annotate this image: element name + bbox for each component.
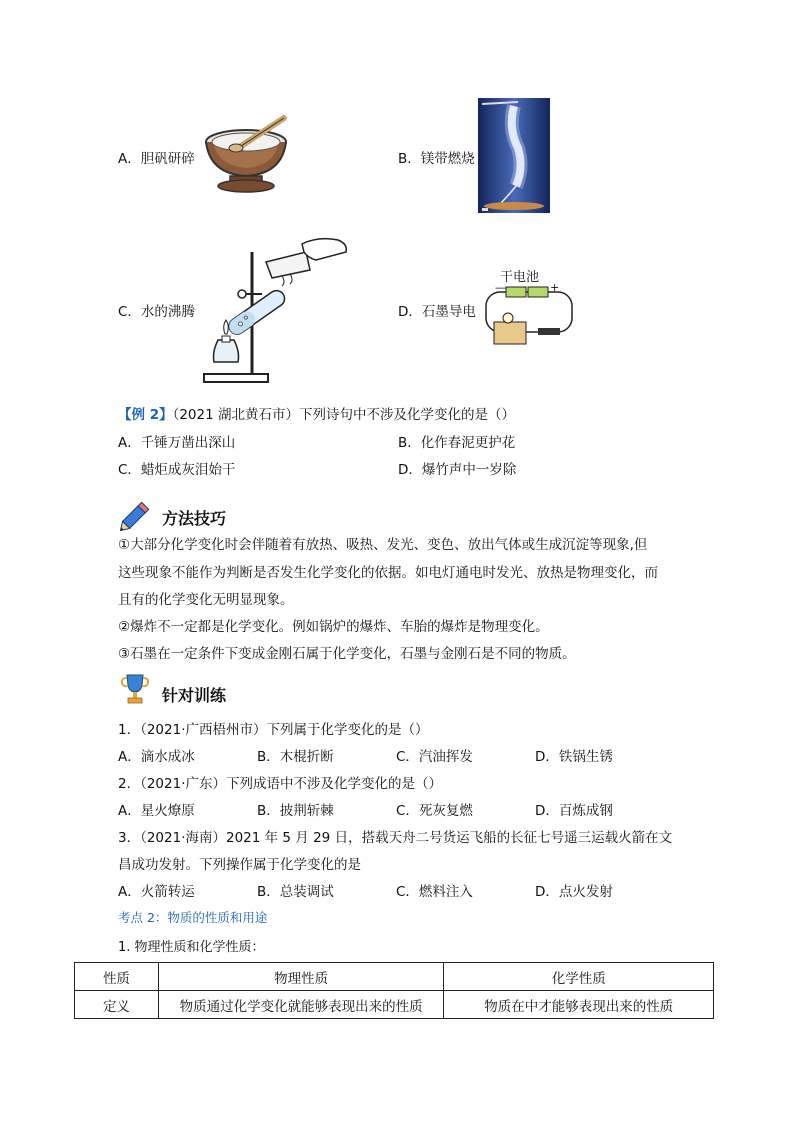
tips-line-3: 且有的化学变化无明显现象。 bbox=[118, 592, 294, 608]
battery-plus-sign: + bbox=[550, 281, 560, 294]
mortar-pestle-image bbox=[200, 112, 296, 194]
q2-option-c: C．死灰复燃 bbox=[396, 803, 473, 819]
properties-table bbox=[74, 962, 714, 1019]
battery-label: 干电池 bbox=[500, 270, 540, 285]
trophy-icon bbox=[120, 672, 150, 706]
battery-minus-sign: — bbox=[495, 281, 506, 294]
pencil-icon bbox=[118, 497, 154, 533]
tips-title: 方法技巧 bbox=[162, 509, 227, 528]
example1-option-a: A．胆矾研碎 bbox=[118, 151, 195, 167]
table-header-cell: 性质 bbox=[75, 963, 159, 991]
q2-option-d: D．百炼成钢 bbox=[535, 803, 613, 819]
example2-option-c: C．蜡炬成灰泪始干 bbox=[118, 462, 236, 478]
tips-line-1: ①大部分化学变化时会伴随着有放热、吸热、发光、变色、放出气体或生成沉淀等现象,但 bbox=[118, 537, 648, 553]
table-header-cell: 物理性质 bbox=[158, 963, 444, 991]
training-title: 针对训练 bbox=[162, 686, 227, 705]
q3-option-b: B．总装调试 bbox=[257, 884, 334, 900]
example2-option-b: B．化作春泥更护花 bbox=[398, 435, 516, 451]
training-q2: 2．（2021·广东）下列成语中不涉及化学变化的是（） bbox=[118, 776, 442, 792]
table-cell: 物质在中才能够表现出来的性质 bbox=[444, 991, 714, 1019]
table-header-row bbox=[75, 963, 714, 991]
boiling-water-apparatus-image bbox=[198, 234, 350, 386]
table-row bbox=[75, 991, 714, 1019]
example1-option-c: C．水的沸腾 bbox=[118, 304, 195, 320]
q3-option-c: C．燃料注入 bbox=[396, 884, 473, 900]
topic2-title: 考点 2：物质的性质和用途 bbox=[118, 910, 268, 925]
q3-option-d: D．点火发射 bbox=[535, 884, 613, 900]
q1-option-d: D．铁锅生锈 bbox=[535, 749, 613, 765]
table-header-cell: 化学性质 bbox=[444, 963, 714, 991]
example2-option-a: A．千锤万凿出深山 bbox=[118, 435, 236, 451]
example1-option-d: D．石墨导电 bbox=[398, 304, 476, 320]
example1-option-b: B．镁带燃烧 bbox=[398, 151, 475, 167]
training-q1: 1．（2021·广西梧州市）下列属于化学变化的是（） bbox=[118, 722, 429, 738]
training-q3-line2: 昌成功发射。下列操作属于化学变化的是 bbox=[118, 857, 361, 873]
q1-option-a: A．滴水成冰 bbox=[118, 749, 195, 765]
example2-tag: 【例 2】 bbox=[118, 407, 173, 423]
training-q3-line1: 3．（2021·海南）2021 年 5 月 29 日，搭载天舟二号货运飞船的长征七号遥三运载火箭在文 bbox=[118, 830, 673, 846]
example2-question-text: （2021 湖北黄石市）下列诗句中不涉及化学变化的是（） bbox=[172, 407, 515, 423]
magnesium-burning-image bbox=[478, 98, 550, 213]
tips-line-2: 这些现象不能作为判断是否发生化学变化的依据。如电灯通电时发光、放热是物理变化，而 bbox=[118, 565, 658, 581]
table-cell: 定义 bbox=[75, 991, 159, 1019]
topic2-subtitle: 1. 物理性质和化学性质： bbox=[118, 940, 265, 955]
q1-option-b: B．木棍折断 bbox=[257, 749, 334, 765]
tips-line-4: ②爆炸不一定都是化学变化。例如锅炉的爆炸、车胎的爆炸是物理变化。 bbox=[118, 619, 549, 635]
table-cell: 物质通过化学变化就能够表现出来的性质 bbox=[158, 991, 444, 1019]
q3-option-a: A．火箭转运 bbox=[118, 884, 195, 900]
example2-question bbox=[118, 403, 515, 423]
example2-option-d: D．爆竹声中一岁除 bbox=[398, 462, 517, 478]
q1-option-c: C．汽油挥发 bbox=[396, 749, 473, 765]
q2-option-a: A．星火燎原 bbox=[118, 803, 195, 819]
q2-option-b: B．披荆斩棘 bbox=[257, 803, 334, 819]
tips-line-5: ③石墨在一定条件下变成金刚石属于化学变化，石墨与金刚石是不同的物质。 bbox=[118, 646, 576, 662]
